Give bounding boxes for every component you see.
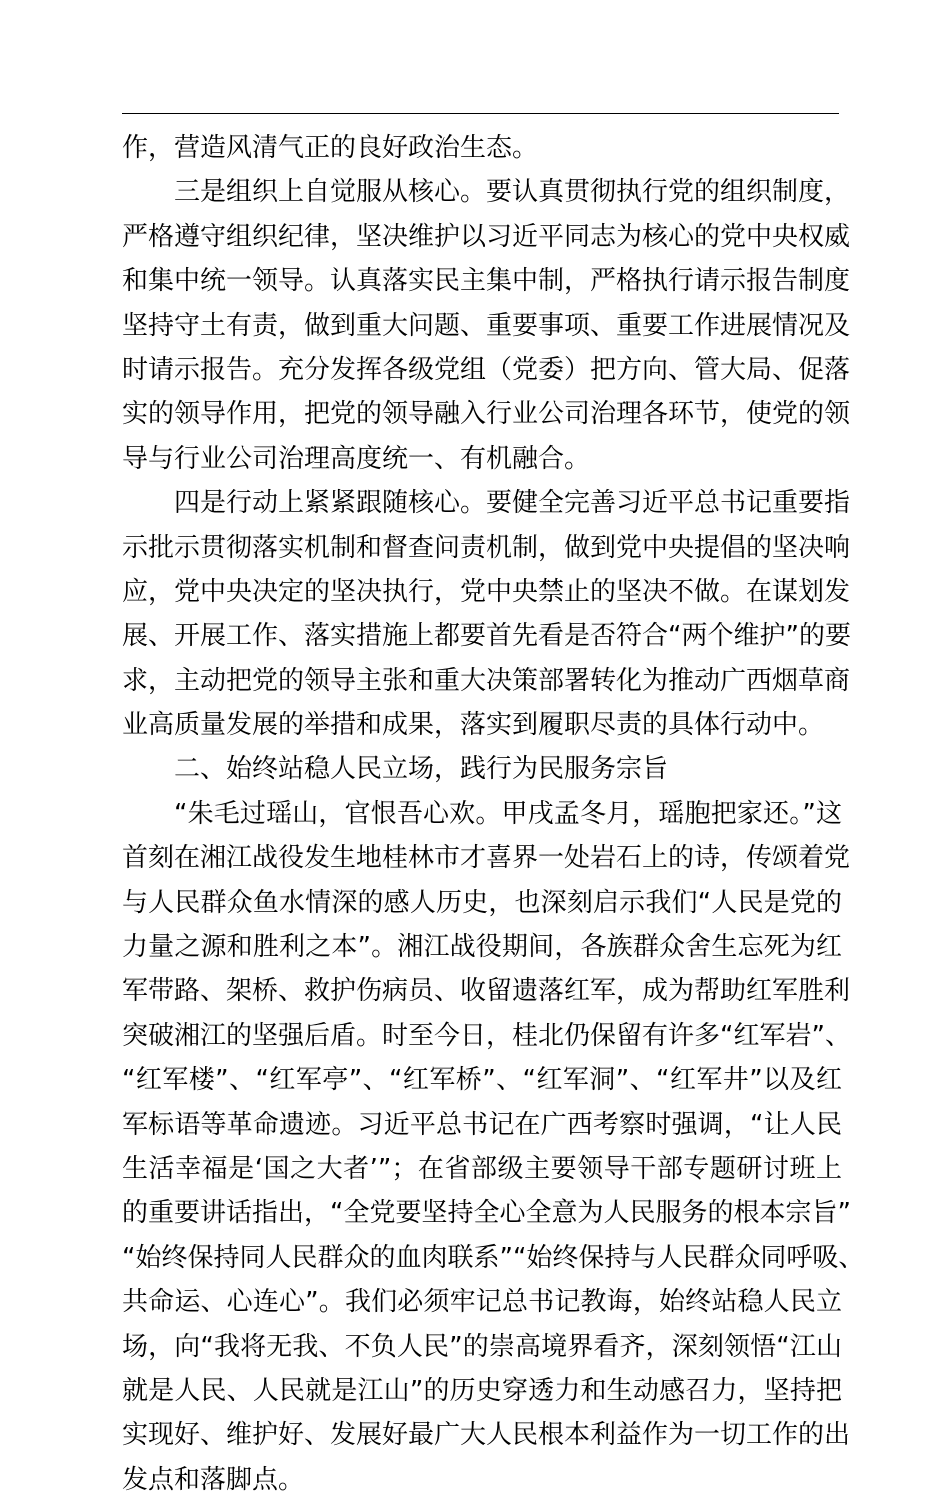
- text-line: 和集中统一领导。认真落实民主集中制，严格执行请示报告制度: [122, 266, 851, 297]
- text-line: 求，主动把党的领导主张和重大决策部署转化为推动广西烟草商: [122, 665, 851, 696]
- text-line: 示批示贯彻落实机制和督查问责机制，做到党中央提倡的坚决响: [122, 532, 851, 563]
- body-text: [122, 126, 865, 1502]
- text-line: 场，向“我将无我、不负人民”的崇高境界看齐，深刻领悟“江山: [122, 1331, 842, 1362]
- text-line: 军带路、架桥、救护伤病员、收留遗落红军，成为帮助红军胜利: [122, 976, 851, 1007]
- text-line: 发点和落脚点。: [122, 1464, 305, 1495]
- text-line: 四是行动上紧紧跟随核心。要健全完善习近平总书记重要指: [174, 488, 851, 519]
- text-line: 首刻在湘江战役发生地桂林市才喜界一处岩石上的诗，传颂着党: [122, 843, 851, 874]
- text-line: 展、开展工作、落实措施上都要首先看是否符合“两个维护”的要: [122, 621, 851, 652]
- text-line: 坚持守土有责，做到重大问题、重要事项、重要工作进展情况及: [122, 310, 851, 341]
- text-line: 导与行业公司治理高度统一、有机融合。: [122, 443, 591, 474]
- text-line: 生活幸福是‘国之大者’”；在省部级主要领导干部专题研讨班上: [122, 1153, 842, 1184]
- text-line: 与人民群众鱼水情深的感人历史，也深刻启示我们“人民是党的: [122, 887, 842, 918]
- text-line: “朱毛过瑶山，官恨吾心欢。甲戌孟冬月，瑶胞把家还。”这: [174, 798, 842, 829]
- text-line: 共命运、心连心”。我们必须牢记总书记教诲，始终站稳人民立: [122, 1287, 842, 1318]
- text-line: 三是组织上自觉服从核心。要认真贯彻执行党的组织制度，: [174, 177, 851, 208]
- text-line: 应，党中央决定的坚决执行，党中央禁止的坚决不做。在谋划发: [122, 576, 851, 607]
- text-line: 实的领导作用，把党的领导融入行业公司治理各环节，使党的领: [122, 399, 851, 430]
- section-heading: 二、始终站稳人民立场，践行为民服务宗旨: [174, 754, 669, 785]
- text-line: 业高质量发展的举措和成果，落实到履职尽责的具体行动中。: [122, 710, 825, 741]
- text-line: 实现好、维护好、发展好最广大人民根本利益作为一切工作的出: [122, 1420, 851, 1451]
- text-line: “始终保持同人民群众的血肉联系”“始终保持与人民群众同呼吸、: [122, 1242, 865, 1273]
- text-line: 的重要讲话指出，“全党要坚持全心全意为人民服务的根本宗旨”: [122, 1198, 851, 1229]
- text-line: 作，营造风清气正的良好政治生态。: [122, 133, 539, 163]
- text-line: 时请示报告。充分发挥各级党组（党委）把方向、管大局、促落: [122, 354, 851, 385]
- text-line: 突破湘江的坚强后盾。时至今日，桂北仍保留有许多“红军岩”、: [122, 1020, 851, 1051]
- text-line: “红军楼”、“红军亭”、“红军桥”、“红军洞”、“红军井”以及红: [122, 1065, 842, 1096]
- text-line: 军标语等革命遗迹。习近平总书记在广西考察时强调，“让人民: [122, 1109, 842, 1140]
- header-rule: [122, 113, 839, 114]
- text-line: 就是人民、人民就是江山”的历史穿透力和生动感召力，坚持把: [122, 1375, 842, 1406]
- text-line: 力量之源和胜利之本”。湘江战役期间，各族群众舍生忘死为红: [122, 932, 842, 963]
- text-line: 严格遵守组织纪律，坚决维护以习近平同志为核心的党中央权威: [122, 221, 851, 252]
